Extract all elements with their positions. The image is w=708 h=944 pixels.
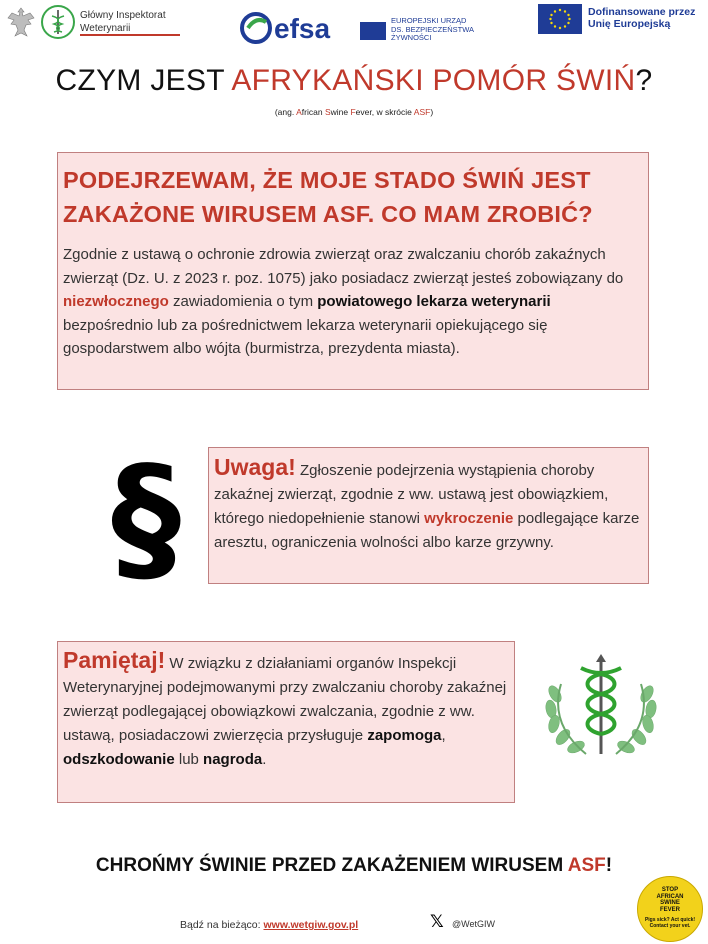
footer-url-link[interactable]: www.wetgiw.gov.pl [263, 919, 359, 931]
warning-text-3: podlegające karze aresztu, ograniczenia wolności albo karze grzywny. [214, 510, 640, 551]
warning-box [208, 447, 649, 584]
giw-name [80, 9, 166, 35]
section-sign-icon: § [111, 437, 181, 600]
efsa-wordmark: efsa [274, 13, 331, 44]
page-title [0, 64, 708, 98]
giw-underline [80, 34, 180, 36]
x-twitter-icon[interactable]: 𝕏 [430, 912, 444, 931]
suspicion-text-immediate: niezwłocznego [63, 293, 169, 310]
badge-line6: Contact your vet. [649, 923, 691, 929]
giw-logo-icon [40, 4, 76, 40]
remember-text-compensation: odszkodowanie [63, 751, 175, 768]
suspicion-heading-line2: ZAKAŻONE WIRUSEM ASF. CO MAM ZROBIĆ? [63, 201, 593, 227]
eu-funding-text [588, 6, 695, 30]
badge-line5: Pigs sick? Act quick! [644, 917, 696, 923]
efsa-agency-name [391, 17, 501, 43]
footer-handle: @WetGIW [452, 919, 495, 929]
suspicion-heading [63, 163, 642, 231]
badge-line3: SWINE [660, 900, 680, 906]
eu-line1: Dofinansowane przez [588, 6, 696, 18]
efsa-line2: DS. BEZPIECZEŃSTWA [391, 24, 475, 34]
badge-title [638, 887, 702, 913]
suspicion-text-3: zawiadomienia o tym [168, 293, 318, 310]
efsa-line1: EUROPEJSKI URZĄD [391, 16, 467, 25]
remember-text-3: , [441, 727, 446, 744]
footer-label: Bądź na bieżąco: [180, 919, 264, 931]
subtitle-p5: ) [430, 107, 434, 117]
subtitle-p3: wine [330, 107, 351, 117]
eu-line2: Unię Europejską [588, 18, 671, 30]
remember-text-reward: nagroda [203, 751, 263, 768]
warning-label: Uwaga! [214, 454, 296, 480]
slogan-end: ! [605, 855, 613, 876]
closing-slogan [0, 855, 708, 877]
remember-text-1: W związku z działaniami organów Inspekcji Weterynaryjnej podejmowanymi przy zwalczaniu choroby zakaźnej zwierząt podlegającej obowiązkowi zwalczania, zgodnie z ww. ustawą, posiadaczowi zwierzęcia przysługuje [63, 655, 507, 744]
suspicion-heading-line1: PODEJRZEWAM, ŻE MOJE STADO ŚWIŃ JEST [63, 167, 591, 193]
remember-text-5: lub [174, 751, 204, 768]
subtitle-asf: ASF [413, 107, 431, 117]
warning-text-1: Zgłoszenie podejrzenia wystąpienia choroby zakaźnej zwierząt, zgodnie z ww. ustawą jest obowiązkiem, którego niedopełnienie stanowi [214, 462, 609, 527]
title-part2: AFRYKAŃSKI POMÓR ŚWIŃ [231, 64, 636, 97]
remember-label: Pamiętaj! [63, 647, 166, 673]
subtitle-a: A [296, 107, 302, 117]
subtitle-p2: frican [301, 107, 325, 117]
slogan-text: CHROŃMY ŚWINIE PRZED ZAKAŻENIEM WIRUSEM [95, 855, 568, 876]
giw-line1: Główny Inspektorat [80, 10, 166, 21]
footer-website [180, 919, 358, 931]
suspicion-body [63, 243, 642, 361]
subtitle-p1: (ang. [274, 107, 297, 117]
badge-line2: AFRICAN [656, 893, 684, 900]
efsa-line3: ŻYWNOŚCI [391, 33, 432, 42]
suspicion-text-vet: powiatowego lekarza weterynarii [317, 293, 551, 310]
efsa-logo [240, 8, 356, 46]
badge-message [638, 917, 702, 929]
page-subtitle [0, 107, 708, 117]
remember-text-allowance: zapomoga [367, 727, 442, 744]
stop-asf-badge [637, 876, 703, 942]
veterinary-wreath-icon [541, 654, 661, 764]
subtitle-s: S [324, 107, 331, 117]
badge-line1: STOP [661, 887, 679, 893]
slogan-asf: ASF [567, 855, 606, 876]
subtitle-p4: ever, w skrócie [355, 107, 414, 117]
title-part3: ? [635, 64, 653, 97]
badge-line4: FEVER [659, 906, 680, 913]
suspicion-text-1: Zgodnie z ustawą o ochronie zdrowia zwierząt oraz zwalczaniu chorób zakaźnych zwierząt (Dz. U. z 2023 r. poz. 1075) jako posiadacz zwierząt jesteś zobowiązany do [63, 246, 624, 287]
suspicion-text-5: bezpośrednio lub za pośrednictwem lekarza weterynarii opiekującego się gospodarstwem albo wójta (burmistrza, prezydenta miasta). [63, 316, 548, 357]
subtitle-f: F [350, 107, 356, 117]
title-part1: CZYM JEST [55, 64, 232, 97]
eu-flag-icon [538, 4, 582, 34]
remember-box [57, 641, 515, 803]
polish-eagle-icon [6, 6, 36, 40]
suspicion-box [57, 152, 649, 390]
warning-text-offence: wykroczenie [424, 510, 514, 527]
giw-line2: Weterynarii [80, 23, 131, 34]
efsa-eu-flag-icon [360, 22, 386, 40]
remember-text-7: . [262, 751, 267, 768]
